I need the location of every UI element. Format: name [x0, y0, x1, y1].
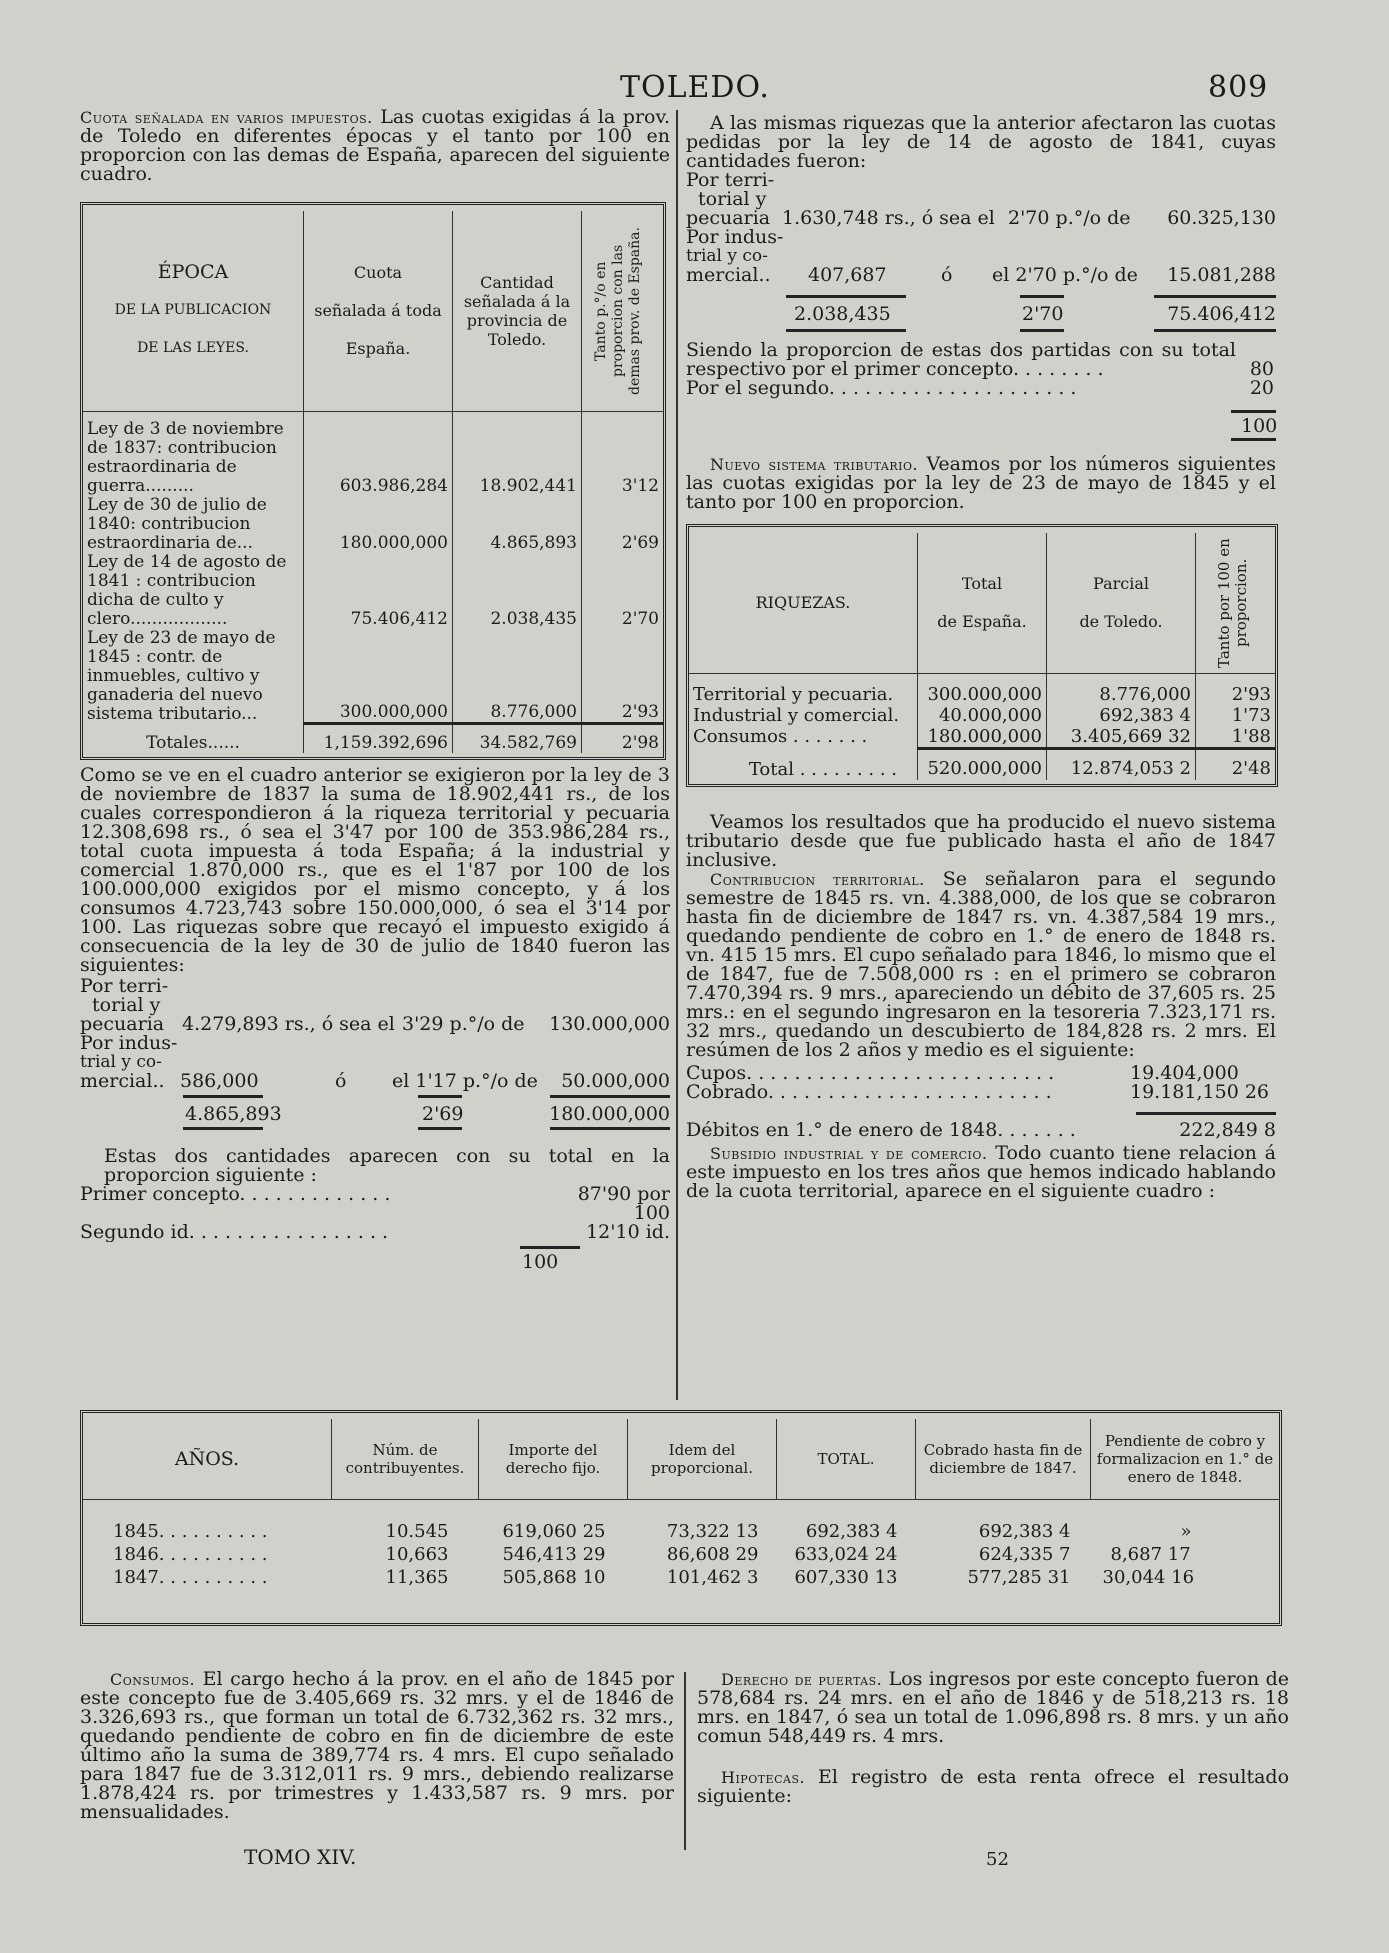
row-parcial: 8.776,000: [1047, 684, 1196, 705]
row-total: 300.000,000: [918, 684, 1047, 705]
rule: [183, 1095, 263, 1098]
totals-label: Total . . . . . . . . .: [689, 748, 918, 780]
calc-r2-pct: el 1'17 p.°/o de: [392, 1069, 538, 1092]
row-tanto: 2'69: [621, 532, 659, 553]
debitos-value: 222,849 8: [1179, 1119, 1276, 1141]
col-num-header: Núm. de contribuyentes.: [332, 1419, 479, 1499]
table-row: [689, 684, 1275, 705]
right-paragraph-2-value: 80: [1249, 358, 1274, 380]
rule: [1020, 329, 1064, 332]
row-idem: 86,608 29: [666, 1543, 759, 1565]
row-num: 10.545: [385, 1520, 449, 1542]
prop-row: [80, 1182, 670, 1224]
row-tanto: 2'93: [621, 702, 659, 722]
right-prop-total: 100: [1241, 415, 1278, 437]
calc-sum-pct: 2'69: [422, 1102, 464, 1125]
rule: [1020, 295, 1064, 298]
row-parcial: 692,383 4: [1047, 705, 1196, 726]
table-row: [83, 629, 663, 724]
intro-heading: Cuota señalada en varios impuestos.: [80, 108, 373, 127]
row-cantidad: 4.865,893: [453, 496, 582, 553]
calc-r2-o: ó: [335, 1069, 347, 1092]
page-number: 809: [1208, 70, 1269, 105]
row-cuota: 603.986,284: [304, 411, 453, 496]
col-riquezas-header: RIQUEZAS.: [689, 533, 918, 673]
col-cuota-h2: señalada á toda: [314, 301, 442, 321]
col-cuota-h3: España.: [345, 339, 411, 359]
prop-value: 12'10 id.: [586, 1220, 670, 1243]
calc-r2-total: 50.000,000: [561, 1069, 670, 1092]
calc-r1-amount: 1.630,748 rs., ó sea el: [782, 207, 995, 229]
calc-sum-amount: 2.038,435: [794, 303, 891, 325]
row-total: 692,383 4: [805, 1520, 898, 1542]
puertas-text: Los ingresos por este concepto fueron de 578,684 rs. 24 mrs. en el año de 1846 y de 518,213 rs. 18 mrs. en 1847, ó sea un total de 1.096,898 rs. 8 mrs. y un año comun 548,449 rs. 4 mrs.: [697, 1668, 1289, 1747]
row-importe: 619,060 25: [502, 1520, 606, 1542]
row-importe: 505,868 10: [502, 1566, 606, 1588]
col-total-h1: Total: [961, 574, 1003, 594]
left-paragraph-2: Estas dos cantidades aparecen con su total en la proporcion siguiente :: [104, 1144, 670, 1186]
subsidio-heading: Subsidio industrial y de comercio.: [710, 1144, 988, 1163]
col-pendiente-header: Pendiente de cobro y formalizacion en 1.° de enero de 1848.: [1096, 1431, 1274, 1486]
rule: [550, 1095, 670, 1098]
calc-r2-label-0: Por indus-: [686, 226, 784, 248]
table-row: [83, 553, 663, 629]
tax-epochs-table: [80, 202, 666, 760]
left-column: [80, 108, 670, 1272]
row-total: 180.000,000: [918, 726, 1047, 749]
row-cantidad: 18.902,441: [453, 411, 582, 496]
table-row: [83, 411, 663, 496]
calc-r2-amount: 586,000: [180, 1069, 259, 1092]
col-importe-header: Importe del derecho fijo.: [479, 1419, 628, 1499]
row-pendiente: 30,044 16: [1102, 1566, 1195, 1588]
debitos-label: Débitos en 1.° de enero de 1848. . . . . . .: [686, 1121, 1076, 1140]
col-tanto-header: Tanto por 100 en proporcion.: [1214, 537, 1250, 668]
consumos-heading: Consumos.: [110, 1670, 196, 1689]
totals-tanto: 2'48: [1196, 748, 1276, 780]
row-cobrado: 624,335 7: [978, 1543, 1071, 1565]
right-paragraph-3: Por el segundo. . . . . . . . . . . . . . . . . . . . .: [686, 377, 1077, 399]
row-cuota: 180.000,000: [304, 496, 453, 553]
calc-r1-total: 130.000,000: [549, 1012, 670, 1035]
res-row: [686, 1083, 1276, 1102]
hipotecas-heading: Hipotecas.: [721, 1768, 806, 1787]
calc-r2-label-0: Por indus-: [80, 1031, 178, 1054]
calc-r1-label-1: torial y: [92, 993, 161, 1016]
riquezas-table: [686, 524, 1278, 787]
calc-r2-o: ó: [941, 264, 953, 286]
row-tanto: 3'12: [621, 475, 659, 496]
row-pendiente: 8,687 17: [1110, 1543, 1191, 1565]
rule: [786, 329, 906, 332]
hipotecas-text: El registro de esta renta ofrece el resultado siguiente:: [697, 1766, 1290, 1807]
res-value: 19.181,150 26: [1130, 1081, 1270, 1103]
rule: [1231, 438, 1276, 441]
row-epoca: Ley de 23 de mayo de 1845 : contr. de inmuebles, cultivo y ganaderia del nuevo sistema tributario...: [83, 629, 304, 724]
row-importe: 546,413 29: [502, 1543, 606, 1565]
row-total: 607,330 13: [794, 1566, 898, 1588]
row-cuota: 75.406,412: [304, 553, 453, 629]
prop-label: Primer concepto. . . . . . . . . . . . .: [80, 1184, 391, 1205]
subsidio-table: [80, 1410, 1282, 1626]
totals-tanto: 2'98: [582, 724, 664, 753]
table-row: [689, 705, 1275, 726]
row-cobrado: 692,383 4: [978, 1520, 1071, 1542]
row-label: Industrial y comercial.: [689, 705, 918, 726]
row-epoca: Ley de 14 de agosto de 1841 : contribucion dicha de culto y clero..................: [83, 553, 304, 629]
calc-r1-pct: 3'29 p.°/o de: [402, 1012, 525, 1035]
row-num: 11,365: [385, 1566, 449, 1588]
rule: [520, 1246, 580, 1249]
totals-total: 520.000,000: [918, 748, 1047, 780]
right-paragraph-4: Veamos los resultados que ha producido el nuevo sistema tributario desde que fue publicado hasta el año de 1847 inclusive.: [686, 811, 1276, 871]
row-label: Territorial y pecuaria.: [689, 684, 918, 705]
row-epoca: Ley de 30 de julio de 1840: contribucion estraordinaria de...: [83, 496, 304, 553]
calc-r2-label-2: mercial..: [80, 1069, 165, 1092]
bottom-column-divider: [684, 1672, 686, 1850]
row-num: 10,663: [385, 1543, 449, 1565]
rule: [550, 1127, 670, 1130]
debitos-row: [686, 1121, 1276, 1140]
totals-cantidad: 34.582,769: [453, 724, 582, 753]
calc-r2-label-1: trial y co-: [80, 1051, 162, 1072]
row-total: 633,024 24: [794, 1543, 898, 1565]
row-label: Consumos . . . . . . .: [689, 726, 918, 749]
right-paragraph-2: Siendo la proporcion de estas dos partidas con su total respectivo por el primer concepto. . . . . . . .: [686, 339, 1236, 380]
contrib-heading: Contribucion territorial.: [710, 870, 925, 889]
col-parcial-h2: de Toledo.: [1079, 612, 1163, 632]
calc-r2-label-2: mercial..: [686, 264, 771, 286]
right-calc-block: [686, 171, 1276, 363]
totals-label: Totales......: [83, 724, 304, 753]
table-row: [83, 1520, 1279, 1543]
row-tanto: 1'73: [1231, 704, 1271, 726]
puertas-section: [697, 1670, 1289, 1806]
row-ano: 1846. . . . . . . . . .: [113, 1543, 268, 1565]
right-column: [686, 114, 1276, 1201]
totals-row: [83, 724, 663, 753]
row-cuota: 300.000,000: [304, 629, 453, 724]
row-idem: 73,322 13: [666, 1520, 759, 1542]
col-idem-header: Idem del proporcional.: [628, 1419, 777, 1499]
calc-r1-label-2: pecuaria: [686, 207, 771, 229]
row-epoca: Ley de 3 de noviembre de 1837: contribucion estraordinaria de guerra.........: [83, 411, 304, 496]
totals-parcial: 12.874,053 2: [1047, 748, 1196, 780]
left-calc-block: [80, 974, 670, 1135]
col-epoca-h2: DE LA PUBLICACION: [114, 302, 272, 319]
rule: [1154, 295, 1276, 298]
col-epoca-h3: DE LAS LEYES.: [137, 340, 249, 357]
left-paragraph-1: Como se ve en el cuadro anterior se exigieron por la ley de 3 de noviembre de 1837 la suma de 18.902,441 rs., de los cuales correspondieron á la riqueza territorial y pecuaria 12.308,698 rs., ó sea el 3'47 por 100 de 353.986,284 rs., total cuota impuesta á toda España; á la industrial y comercial 1.870,000 rs., que es el 1'87 por 100 de los 100.000,000 exigidos por el mismo concepto, y á los consumos 4.723,743 sobre 150.000,000, ó sea el 3'14 por 100. Las riquezas sobre que recayó el impuesto exigido á consecuencia de la ley de 30 de julio de 1840 fueron las siguientes:: [80, 763, 670, 976]
calc-r1-total: 60.325,130: [1167, 207, 1276, 229]
row-total: 40.000,000: [918, 705, 1047, 726]
prop-label: Segundo id. . . . . . . . . . . . . . . . .: [80, 1222, 389, 1242]
table-row: [83, 1566, 1279, 1589]
rule: [1154, 329, 1276, 332]
right-paragraph-1: A las mismas riquezas que la anterior afectaron las cuotas pedidas por la ley de 14 de agosto de 1841, cuyas cantidades fueron:: [686, 112, 1276, 172]
row-ano: 1845. . . . . . . . . .: [113, 1520, 268, 1542]
col-cantidad-h4: Toledo.: [487, 329, 547, 349]
subsidio-text: Todo cuanto tiene relacion á este impuesto en los tres años que hemos indicado hablando de la cuota territorial, aparece en el siguiente cuadro :: [686, 1142, 1276, 1202]
col-total-header: TOTAL.: [777, 1419, 916, 1499]
calc-r1-label-0: Por terri-: [80, 974, 169, 997]
col-cantidad-h3: provincia de: [466, 310, 568, 330]
consumos-section: [80, 1670, 674, 1822]
rule: [418, 1095, 462, 1098]
rule: [418, 1127, 462, 1130]
calc-r1-label-0: Por terri-: [686, 169, 775, 191]
rule: [1231, 410, 1276, 413]
col-cobrado-header: Cobrado hasta fin de diciembre de 1847.: [916, 1419, 1091, 1499]
table-row: [83, 496, 663, 553]
nuevo-text: Veamos por los números siguientes las cuotas exigidas por la ley de 23 de mayo de 1845 y el tanto por 100 en proporcion.: [686, 453, 1276, 513]
calc-sum-total: 180.000,000: [549, 1102, 670, 1125]
row-tanto: 2'93: [1231, 683, 1271, 705]
col-epoca-h1: ÉPOCA: [157, 261, 229, 284]
row-idem: 101,462 3: [666, 1566, 759, 1588]
col-cantidad-h1: Cantidad: [480, 272, 554, 292]
col-cantidad-h2: señalada á la: [463, 291, 571, 311]
consumos-text: El cargo hecho á la prov. en el año de 1845 por este concepto fue de 3.405,669 rs. 32 mrs. y el de 1846 de 3.326,693 rs., que forman un total de 6.732,362 rs. 32 mrs., quedando pendiente de cobro en fin de diciembre de este último año la suma de 389,774 rs. 4 mrs. El cupo señalado para 1847 fue de 3.312,011 rs. 9 mrs., debiendo realizarse 1.878,424 rs. por trimestres y 1.433,587 rs. 9 mrs. por mensualidades.: [80, 1668, 674, 1823]
calc-r2-pct: el 2'70 p.°/o de: [992, 264, 1138, 286]
contrib-text: Se señalaron para el segundo semestre de 1845 rs. vn. 4.388,000, de los que se cobraron hasta fin de diciembre de 1847 rs. vn. 4.387,584 19 mrs., quedando pendiente de cobro en 1.° de enero de 1848 rs. vn. 415 15 mrs. El cupo señalado para 1846, lo mismo que el de 1847, fue de 7.508,000 rs : en el primero se cobraron 7.470,394 rs. 9 mrs., apareciendo un débito de 37,605 rs. 25 mrs.: en el segundo ingresaron en la tesoreria 7.323,171 rs. 32 mrs., quedando un descubierto de 184,828 rs. 2 mrs. El resúmen de los 2 años y medio es el siguiente:: [686, 868, 1276, 1061]
column-divider: [676, 110, 678, 1400]
col-total-h2: de España.: [937, 612, 1027, 632]
table-row: [83, 1543, 1279, 1566]
nuevo-heading: Nuevo sistema tributario.: [710, 455, 919, 474]
prop-value: 87'90 por 100: [577, 1182, 670, 1224]
row-cobrado: 577,285 31: [967, 1566, 1071, 1588]
calc-r1-amount: 4.279,893 rs., ó sea el: [182, 1012, 395, 1035]
calc-r2-label-1: trial y co-: [686, 246, 768, 266]
right-paragraph-3-value: 20: [1249, 377, 1274, 399]
row-tanto: 1'88: [1231, 725, 1271, 747]
footer-volume: TOMO XIV.: [244, 1845, 357, 1869]
res-label: Cupos. . . . . . . . . . . . . . . . . . . . . . . . . .: [686, 1064, 1055, 1083]
totals-row: [689, 748, 1275, 780]
rule: [183, 1127, 263, 1130]
row-pendiente: »: [1180, 1520, 1192, 1542]
col-anos-header: AÑOS.: [83, 1419, 332, 1499]
row-tanto: 2'70: [621, 608, 659, 629]
rule: [786, 295, 906, 298]
calc-r2-total: 15.081,288: [1167, 264, 1276, 286]
calc-r1-label-1: torial y: [698, 188, 767, 210]
calc-r1-pct: 2'70 p.°/o de: [1008, 207, 1131, 229]
rule: [1136, 1112, 1276, 1115]
row-ano: 1847. . . . . . . . . .: [113, 1566, 268, 1588]
totals-cuota: 1,159.392,696: [304, 724, 453, 753]
puertas-heading: Derecho de puertas.: [721, 1670, 883, 1689]
calc-sum-pct: 2'70: [1022, 303, 1064, 325]
col-parcial-h1: Parcial: [1093, 574, 1149, 594]
prop-total: 100: [522, 1250, 559, 1273]
calc-sum-amount: 4.865,893: [185, 1102, 282, 1125]
row-cantidad: 2.038,435: [453, 553, 582, 629]
res-value: 19.404,000: [1130, 1062, 1239, 1084]
calc-sum-total: 75.406,412: [1167, 303, 1276, 325]
footer-signature: 52: [986, 1849, 1009, 1870]
intro-text: Las cuotas exigidas á la prov. de Toledo en diferentes épocas y el tanto por 100 en proporcion con las demas de España, aparecen del siguiente cuadro.: [80, 106, 671, 185]
calc-r2-amount: 407,687: [808, 264, 887, 286]
row-cantidad: 8.776,000: [453, 629, 582, 724]
calc-r1-label-2: pecuaria: [80, 1012, 165, 1035]
table-row: [689, 726, 1275, 749]
prop-row: [80, 1220, 670, 1243]
page-title: TOLEDO.: [620, 70, 770, 105]
col-cuota-h1: Cuota: [353, 263, 403, 283]
res-label: Cobrado. . . . . . . . . . . . . . . . . . . . . . . .: [686, 1083, 1052, 1102]
col-tanto-header: Tanto p.°/o en proporcion con las demas prov. de España.: [592, 226, 643, 395]
row-parcial: 3.405,669 32: [1047, 726, 1196, 749]
